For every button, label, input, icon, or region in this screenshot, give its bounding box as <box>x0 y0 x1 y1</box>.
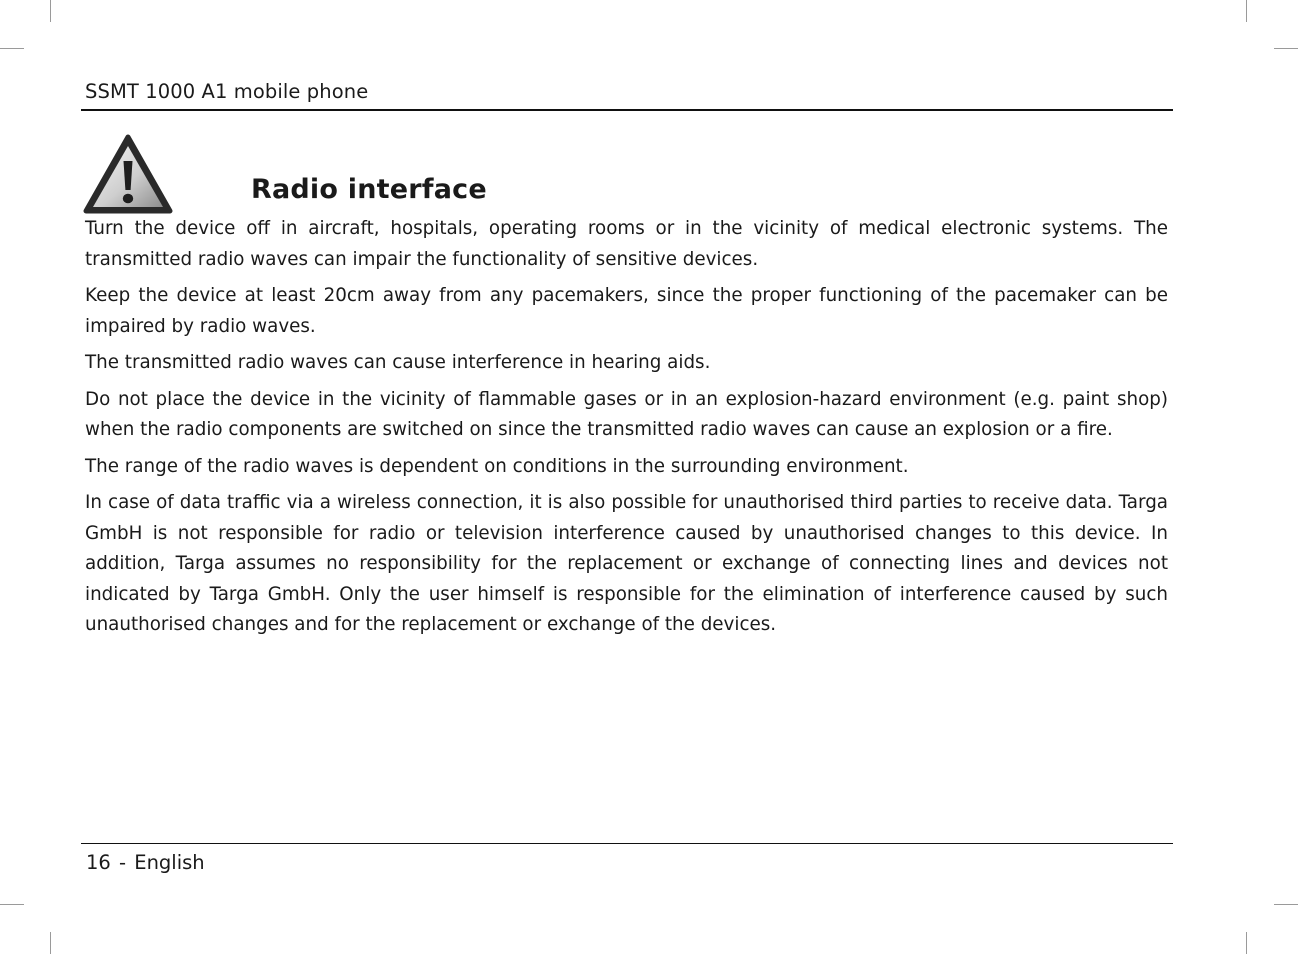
paragraph: The range of the radio waves is dependent on conditions in the surrounding environment. <box>85 455 909 477</box>
warning-triangle-icon <box>83 133 173 215</box>
page-footer: 16 - English <box>86 851 205 874</box>
paragraph: Keep the device at least 20cm away from any pacemakers, since the proper functioning of the pacemaker can be impaired by radio waves. <box>85 285 1168 337</box>
paragraph: Turn the device off in aircraft, hospitals, operating rooms or in the vicinity of medical electronic systems. The transmitted radio waves can impair the functionality of sensitive devices. <box>85 218 1168 270</box>
section-title: Radio interface <box>251 174 487 205</box>
crop-mark-bottom-left-horizontal <box>0 904 24 905</box>
crop-mark-top-left-horizontal <box>0 48 24 49</box>
crop-mark-bottom-right-horizontal <box>1274 904 1298 905</box>
footer-divider <box>81 843 1173 844</box>
paragraph: The transmitted radio waves can cause interference in hearing aids. <box>85 352 711 373</box>
body-text <box>85 214 1168 647</box>
running-header: SSMT 1000 A1 mobile phone <box>85 80 369 103</box>
paragraph: Do not place the device in the vicinity of flammable gases or in an explosion-hazard environment (e.g. paint shop) when the radio components are switched on since the transmitted radio waves can cause an explosion or a fire. <box>85 388 1168 440</box>
crop-mark-top-right-vertical <box>1246 0 1247 22</box>
header-divider <box>81 109 1173 111</box>
crop-mark-bottom-left-vertical <box>50 932 51 954</box>
crop-mark-top-right-horizontal <box>1274 48 1298 49</box>
paragraph: In case of data traffic via a wireless connection, it is also possible for unauthorised third parties to receive data. Targa GmbH is not responsible for radio or television interference caused by unauthorised changes to this device. In addition, Targa assumes no responsibility for the replacement or exchange of connecting lines and devices not indicated by Targa GmbH. Only the user himself is responsible for the elimination of interference caused by such unauthorised changes and for the replacement or exchange of the devices. <box>85 492 1168 635</box>
crop-mark-bottom-right-vertical <box>1246 932 1247 954</box>
crop-mark-top-left-vertical <box>50 0 51 22</box>
